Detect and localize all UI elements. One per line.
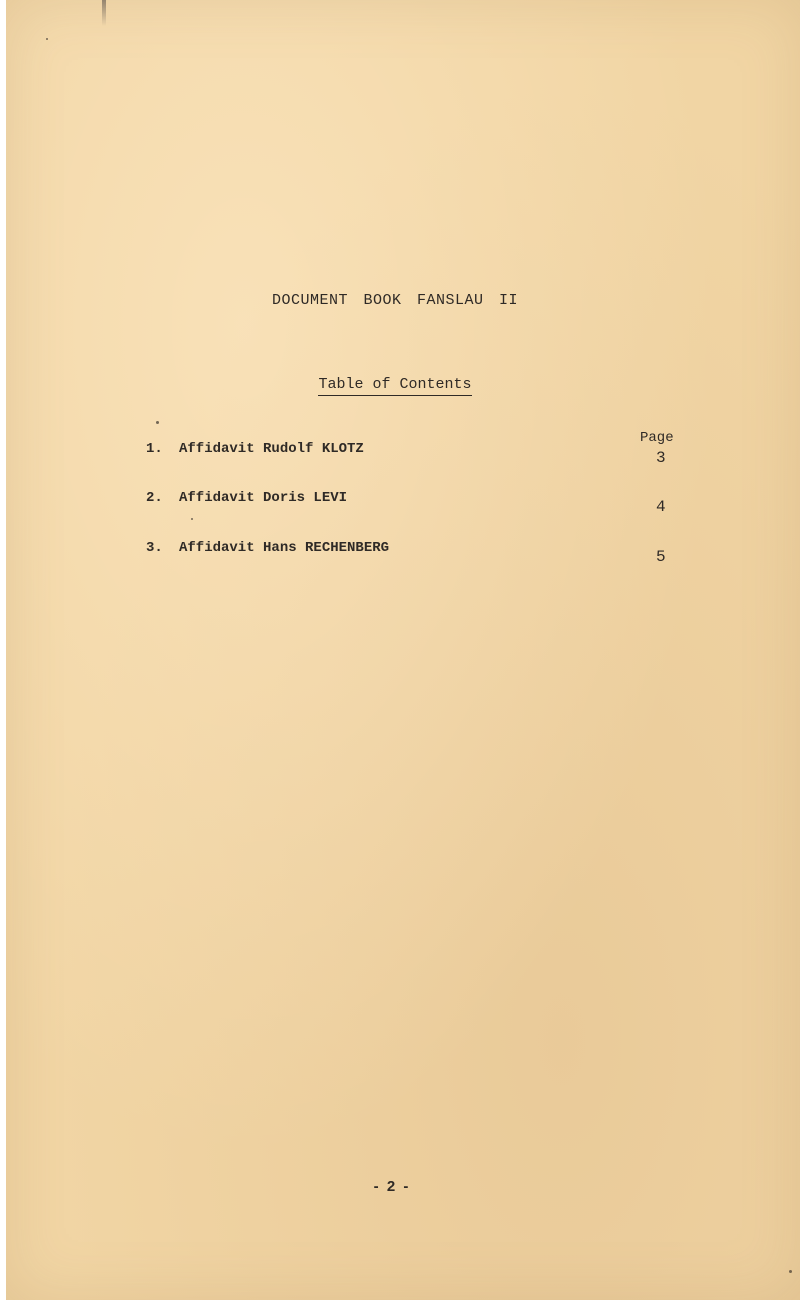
toc-heading [6,376,784,393]
ink-speck [191,518,193,520]
ink-speck [789,1270,792,1273]
staple-mark [102,0,106,26]
toc-item-page: 5 [656,548,666,566]
toc-item [146,441,686,465]
ink-speck [156,421,159,424]
toc-item-number: 1. [146,441,163,457]
toc-item [146,490,686,514]
page-number: - 2 - [373,1178,409,1195]
toc-item [146,540,686,564]
toc-item-number: 3. [146,540,163,556]
ink-speck [46,38,48,40]
toc-item-page: 3 [656,449,666,467]
toc-item-number: 2. [146,490,163,506]
toc-item-page: 4 [656,498,666,516]
page-column-label: Page [640,430,674,446]
toc-item-label: Affidavit Rudolf KLOTZ [179,441,364,457]
toc-item-label: Affidavit Doris LEVI [179,490,348,506]
toc-heading-text: Table of Contents [318,376,471,396]
document-title: DOCUMENT BOOK FANSLAU II [271,292,519,309]
toc-item-label: Affidavit Hans RECHENBERG [179,540,390,556]
